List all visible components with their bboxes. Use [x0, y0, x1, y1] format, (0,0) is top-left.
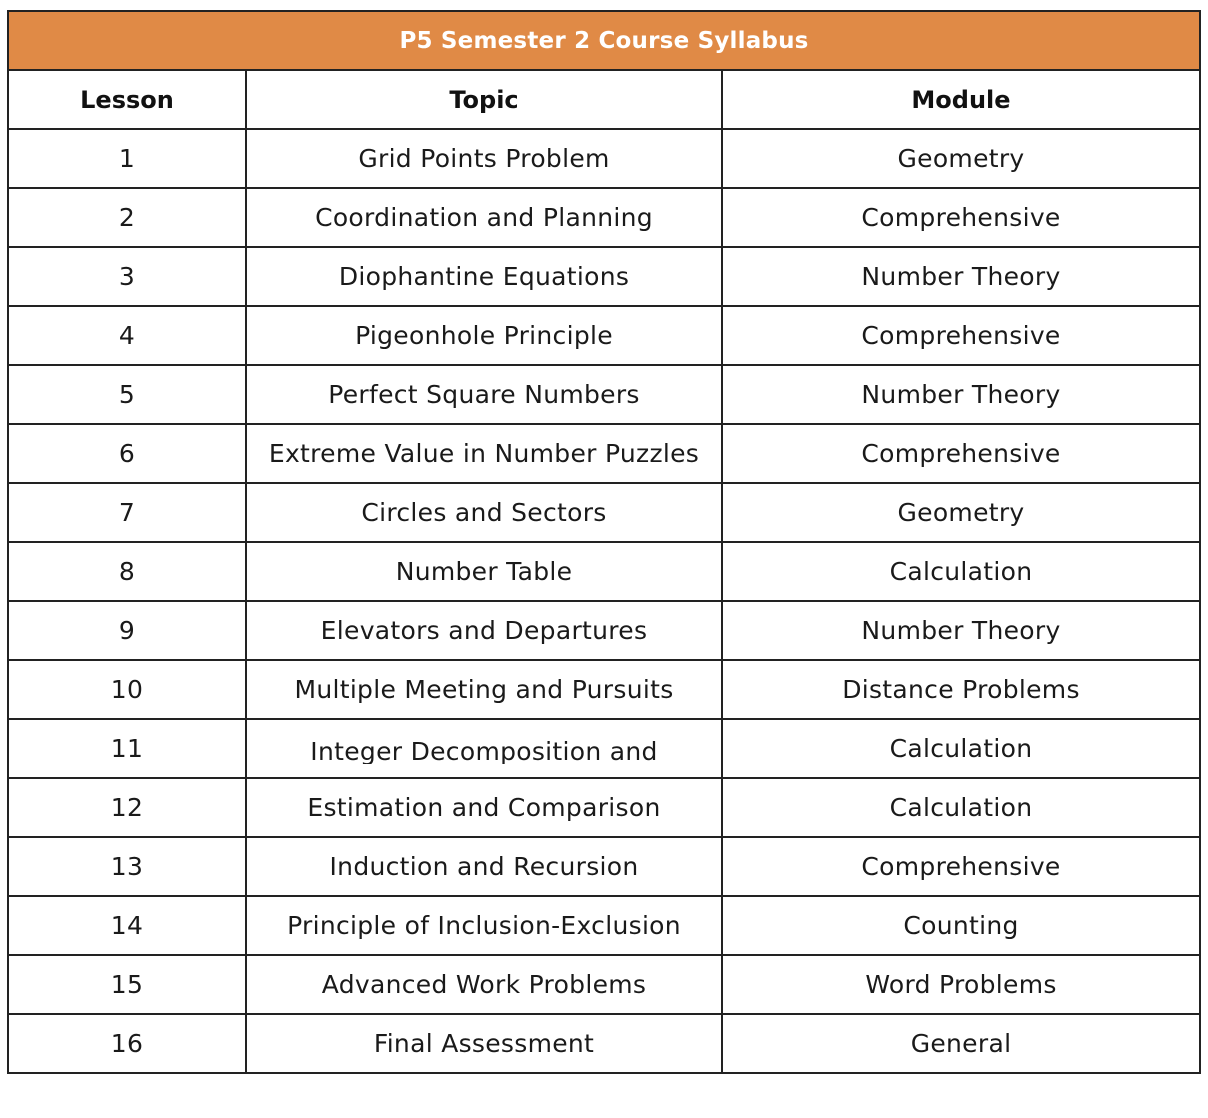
lesson-topic: Induction and Recursion	[246, 837, 722, 896]
title-row	[8, 11, 1200, 70]
table-row	[8, 483, 1200, 542]
lesson-module: Comprehensive	[722, 837, 1200, 896]
lesson-topic	[246, 719, 722, 778]
lesson-module: Counting	[722, 896, 1200, 955]
table-row	[8, 542, 1200, 601]
table-row	[8, 837, 1200, 896]
column-header-row	[8, 70, 1200, 129]
lesson-topic: Final Assessment	[246, 1014, 722, 1073]
lesson-module: Calculation	[722, 542, 1200, 601]
table-row	[8, 601, 1200, 660]
lesson-module: General	[722, 1014, 1200, 1073]
lesson-number: 5	[8, 365, 246, 424]
lesson-topic: Diophantine Equations	[246, 247, 722, 306]
lesson-module: Comprehensive	[722, 306, 1200, 365]
lesson-topic-clipped-text: Integer Decomposition and	[310, 736, 658, 764]
lesson-number: 1	[8, 129, 246, 188]
lesson-number: 8	[8, 542, 246, 601]
column-header-lesson: Lesson	[8, 70, 246, 129]
table-row	[8, 778, 1200, 837]
lesson-number: 2	[8, 188, 246, 247]
lesson-topic: Multiple Meeting and Pursuits	[246, 660, 722, 719]
table-row	[8, 955, 1200, 1014]
lesson-number: 6	[8, 424, 246, 483]
lesson-module: Number Theory	[722, 365, 1200, 424]
lesson-topic: Elevators and Departures	[246, 601, 722, 660]
lesson-number: 14	[8, 896, 246, 955]
lesson-module: Comprehensive	[722, 188, 1200, 247]
lesson-module: Word Problems	[722, 955, 1200, 1014]
lesson-number: 3	[8, 247, 246, 306]
table-row	[8, 424, 1200, 483]
table-row	[8, 896, 1200, 955]
lesson-module: Comprehensive	[722, 424, 1200, 483]
lesson-number: 11	[8, 719, 246, 778]
lesson-number: 7	[8, 483, 246, 542]
lesson-module: Geometry	[722, 129, 1200, 188]
lesson-number: 12	[8, 778, 246, 837]
lesson-topic: Principle of Inclusion-Exclusion	[246, 896, 722, 955]
lesson-number: 9	[8, 601, 246, 660]
syllabus-table	[7, 10, 1201, 1074]
table-title: P5 Semester 2 Course Syllabus	[8, 11, 1200, 70]
lesson-topic: Perfect Square Numbers	[246, 365, 722, 424]
lesson-number: 10	[8, 660, 246, 719]
lesson-module: Calculation	[722, 719, 1200, 778]
lesson-number: 16	[8, 1014, 246, 1073]
lesson-topic: Advanced Work Problems	[246, 955, 722, 1014]
table-row	[8, 247, 1200, 306]
table-row	[8, 660, 1200, 719]
table-row	[8, 1014, 1200, 1073]
lesson-topic: Pigeonhole Principle	[246, 306, 722, 365]
lesson-topic: Circles and Sectors	[246, 483, 722, 542]
table-row	[8, 188, 1200, 247]
lesson-topic: Coordination and Planning	[246, 188, 722, 247]
column-header-module: Module	[722, 70, 1200, 129]
lesson-number: 4	[8, 306, 246, 365]
column-header-topic: Topic	[246, 70, 722, 129]
lesson-module: Geometry	[722, 483, 1200, 542]
lesson-number: 13	[8, 837, 246, 896]
lesson-module: Number Theory	[722, 247, 1200, 306]
table-row	[8, 129, 1200, 188]
table-row	[8, 306, 1200, 365]
lesson-module: Distance Problems	[722, 660, 1200, 719]
lesson-topic: Estimation and Comparison	[246, 778, 722, 837]
lesson-topic: Grid Points Problem	[246, 129, 722, 188]
table-row	[8, 365, 1200, 424]
lesson-topic: Number Table	[246, 542, 722, 601]
lesson-module: Calculation	[722, 778, 1200, 837]
lesson-topic: Extreme Value in Number Puzzles	[246, 424, 722, 483]
lesson-module: Number Theory	[722, 601, 1200, 660]
lesson-number: 15	[8, 955, 246, 1014]
table-row	[8, 719, 1200, 778]
